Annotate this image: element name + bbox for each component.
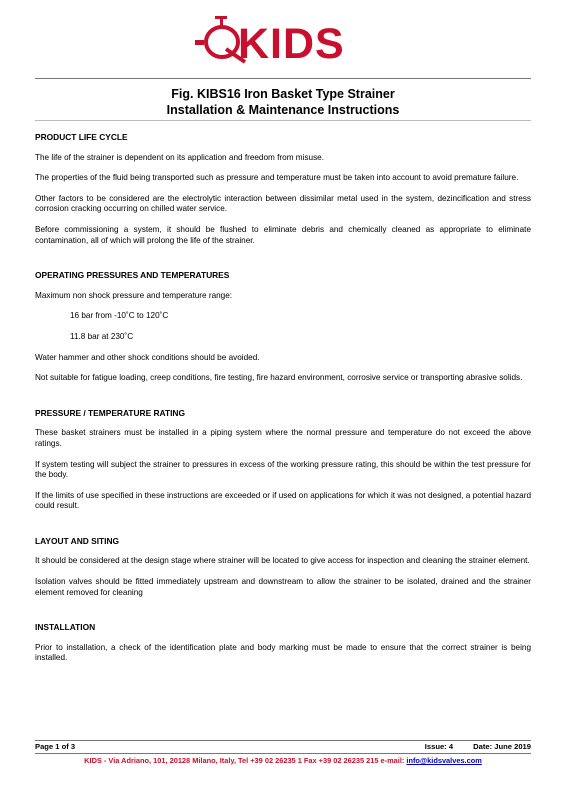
kids-logo [0, 14, 566, 66]
document-title-line2: Installation & Maintenance Instructions [166, 103, 400, 117]
paragraph: Isolation valves should be fitted immediately upstream and downstream to allow the strainer to be isolated, drained and the strainer element removed for cleaning [35, 577, 531, 597]
paragraph: Water hammer and other shock conditions should be avoided. [35, 352, 260, 362]
section-heading-installation: INSTALLATION [35, 622, 96, 633]
rating-line-1: 16 bar from -10˚C to 120˚C [70, 311, 169, 321]
document-title-line1: Fig. KIBS16 Iron Basket Type Strainer [171, 87, 395, 101]
company-address: KIDS - Via Adriano, 101, 20128 Milano, Italy, Tel +39 02 26235 1 Fax +39 02 26235 215 e-mail: [84, 756, 407, 765]
logo-wordmark: KIDS [238, 20, 345, 66]
paragraph: Maximum non shock pressure and temperature range: [35, 290, 233, 300]
document-body [35, 132, 531, 674]
header-rule [35, 78, 531, 79]
valve-logo-icon [0, 14, 566, 66]
section-heading-operating: OPERATING PRESSURES AND TEMPERATURES [35, 270, 230, 281]
paragraph: Prior to installation, a check of the identification plate and body marking must be made to ensure that the correct strainer is being installed. [35, 642, 531, 663]
paragraph: If system testing will subject the strainer to pressures in excess of the working pressure rating, this should be within the test pressure for the body. [35, 459, 531, 480]
paragraph: The life of the strainer is dependent on its application and freedom from misuse. [35, 152, 324, 162]
paragraph: It should be considered at the design stage where strainer will be located to give access for inspection and cleaning the strainer element. [35, 556, 530, 566]
footer-rule-top [35, 740, 531, 741]
footer-address [35, 756, 531, 765]
email-link[interactable]: info@kidsvalves.com [406, 756, 482, 765]
paragraph: If the limits of use specified in these instructions are exceeded or if used on applications for which it was not designed, a potential hazard could result. [35, 490, 531, 511]
footer-rule-bottom [35, 753, 531, 754]
rating-line-2: 11.8 bar at 230˚C [70, 331, 134, 341]
paragraph: These basket strainers must be installed in a piping system where the normal pressure and temperature do not exceed the above ratings. [35, 428, 531, 448]
paragraph: Other factors to be considered are the electrolytic interaction between dissimilar metal used in the system, dezincification and stress corrosion cracking occurring on chilled water service. [35, 193, 531, 214]
paragraph: The properties of the fluid being transported such as pressure and temperature must be taken into account to avoid premature failure. [35, 173, 519, 183]
title-rule [35, 120, 531, 121]
section-heading-layout: LAYOUT AND SITING [35, 535, 120, 546]
section-heading-rating: PRESSURE / TEMPERATURE RATING [35, 407, 185, 418]
paragraph: Before commissioning a system, it should be flushed to eliminate debris and chemically cleaned as appropriate to eliminate contamination, all of which will prolong the life of the strainer. [35, 224, 531, 245]
issue-number: Issue: 4 [424, 742, 454, 751]
paragraph: Not suitable for fatigue loading, creep conditions, fire testing, fire hazard environment, corrosive service or transporting abrasive solids. [35, 373, 523, 383]
page-number: Page 1 of 3 [35, 742, 76, 751]
section-heading-life-cycle: PRODUCT LIFE CYCLE [35, 132, 128, 142]
issue-date: Date: June 2019 [473, 742, 531, 751]
